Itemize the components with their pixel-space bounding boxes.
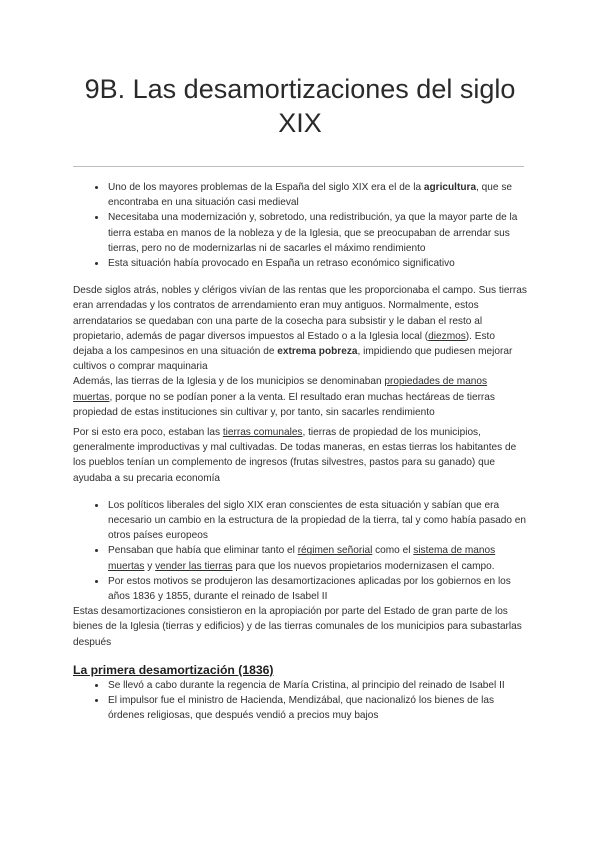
paragraph-rentas: Desde siglos atrás, nobles y clérigos vivían de las rentas que les proporcionaba el campo. Sus tierras eran arrendadas y los contratos de arrendamiento eran muy antiguos. Normalmente, estos arrendatarios se quedaban con una parte de la cosecha para subsistir y le daban el resto al propietario, además de pagar diversos impuestos al Estado o a la Iglesia local (diezmos). Esto dejaba a los campesinos en una situación de extrema pobreza, impidiendo que pudiesen mejorar cultivos o comprar maquinaria <box>73 285 527 373</box>
list-item: • Pensaban que había que eliminar tanto el régimen señorial como el sistema de manos muertas y vender las tierras para que los nuevos propietarios modernizasen el campo. <box>107 543 527 573</box>
list-item: • Uno de los mayores problemas de la España del siglo XIX era el de la agricultura, que se encontraba en una situación casi medieval <box>107 180 527 210</box>
list-item: • Por estos motivos se produjeron las desamortizaciones aplicadas por los gobiernos en los años 1836 y 1855, durante el reinado de Isabel II <box>107 574 527 604</box>
list-item: • Se llevó a cabo durante la regencia de María Cristina, al principio del reinado de Isabel II <box>107 678 527 693</box>
bullet-list-problems <box>73 180 527 271</box>
underlined-term: diezmos <box>428 330 466 342</box>
list-item: • El impulsor fue el ministro de Hacienda, Mendizábal, que nacionalizó los bienes de las órdenes religiosas, que después vendió a precios muy bajos <box>107 693 527 723</box>
underlined-term: vender las tierras <box>155 560 233 572</box>
bullet-list-liberales <box>73 498 527 604</box>
list-item: • Esta situación había provocado en España un retraso económico significativo <box>107 256 527 271</box>
bold-term: extrema pobreza <box>277 346 358 358</box>
paragraph-tierras-comunales: Por si esto era poco, estaban las tierras comunales, tierras de propiedad de los municipios, generalmente improductivas y mal cultivadas. De todas maneras, en estas tierras los habitantes de los pueblos tenían un complemento de ingresos (frutas silvestres, pastos para su ganado) que ayudaba a su precaria economía <box>73 427 517 484</box>
underlined-term: propiedades de manos muertas <box>73 376 488 403</box>
document-body <box>73 180 527 724</box>
title-divider <box>73 166 524 167</box>
document-title: 9B. Las desamortizaciones del siglo XIX <box>84 74 516 138</box>
paragraph-manos-muertas: Además, las tierras de la Iglesia y de los municipios se denominaban propiedades de manos muertas, porque no se podían poner a la venta. El resultado eran muchas hectáreas de tierras propiedad de estas instituciones sin cultivar y, por tanto, sin sacarles rendimiento <box>73 376 495 418</box>
bold-term: agricultura <box>423 182 477 193</box>
underlined-term: sistema de manos muertas <box>108 545 496 572</box>
bullet-list-primera <box>73 678 527 724</box>
list-item: • Necesitaba una modernización y, sobretodo, una redistribución, ya que la mayor parte de la tierra estaba en manos de la nobleza y de la Iglesia, que se preocupaban de arrendar sus tierras, pero no de modernizarlas ni de sacarles el máximo rendimiento <box>107 210 527 256</box>
section-heading: La primera desamortización (1836) <box>73 662 274 677</box>
paragraph-desamortizaciones: Estas desamortizaciones consistieron en la apropiación por parte del Estado de gran parte de los bienes de la Iglesia (tierras y edificios) y de las tierras comunales de los municipios para subastarlas después <box>73 606 522 648</box>
underlined-term: tierras comunales <box>222 427 303 439</box>
underlined-term: régimen señorial <box>297 545 373 557</box>
list-item: • Los políticos liberales del siglo XIX eran conscientes de esta situación y sabían que era necesario un cambio en la estructura de la propiedad de la tierra, tal y como había pasado en otros países europeos <box>107 498 527 544</box>
